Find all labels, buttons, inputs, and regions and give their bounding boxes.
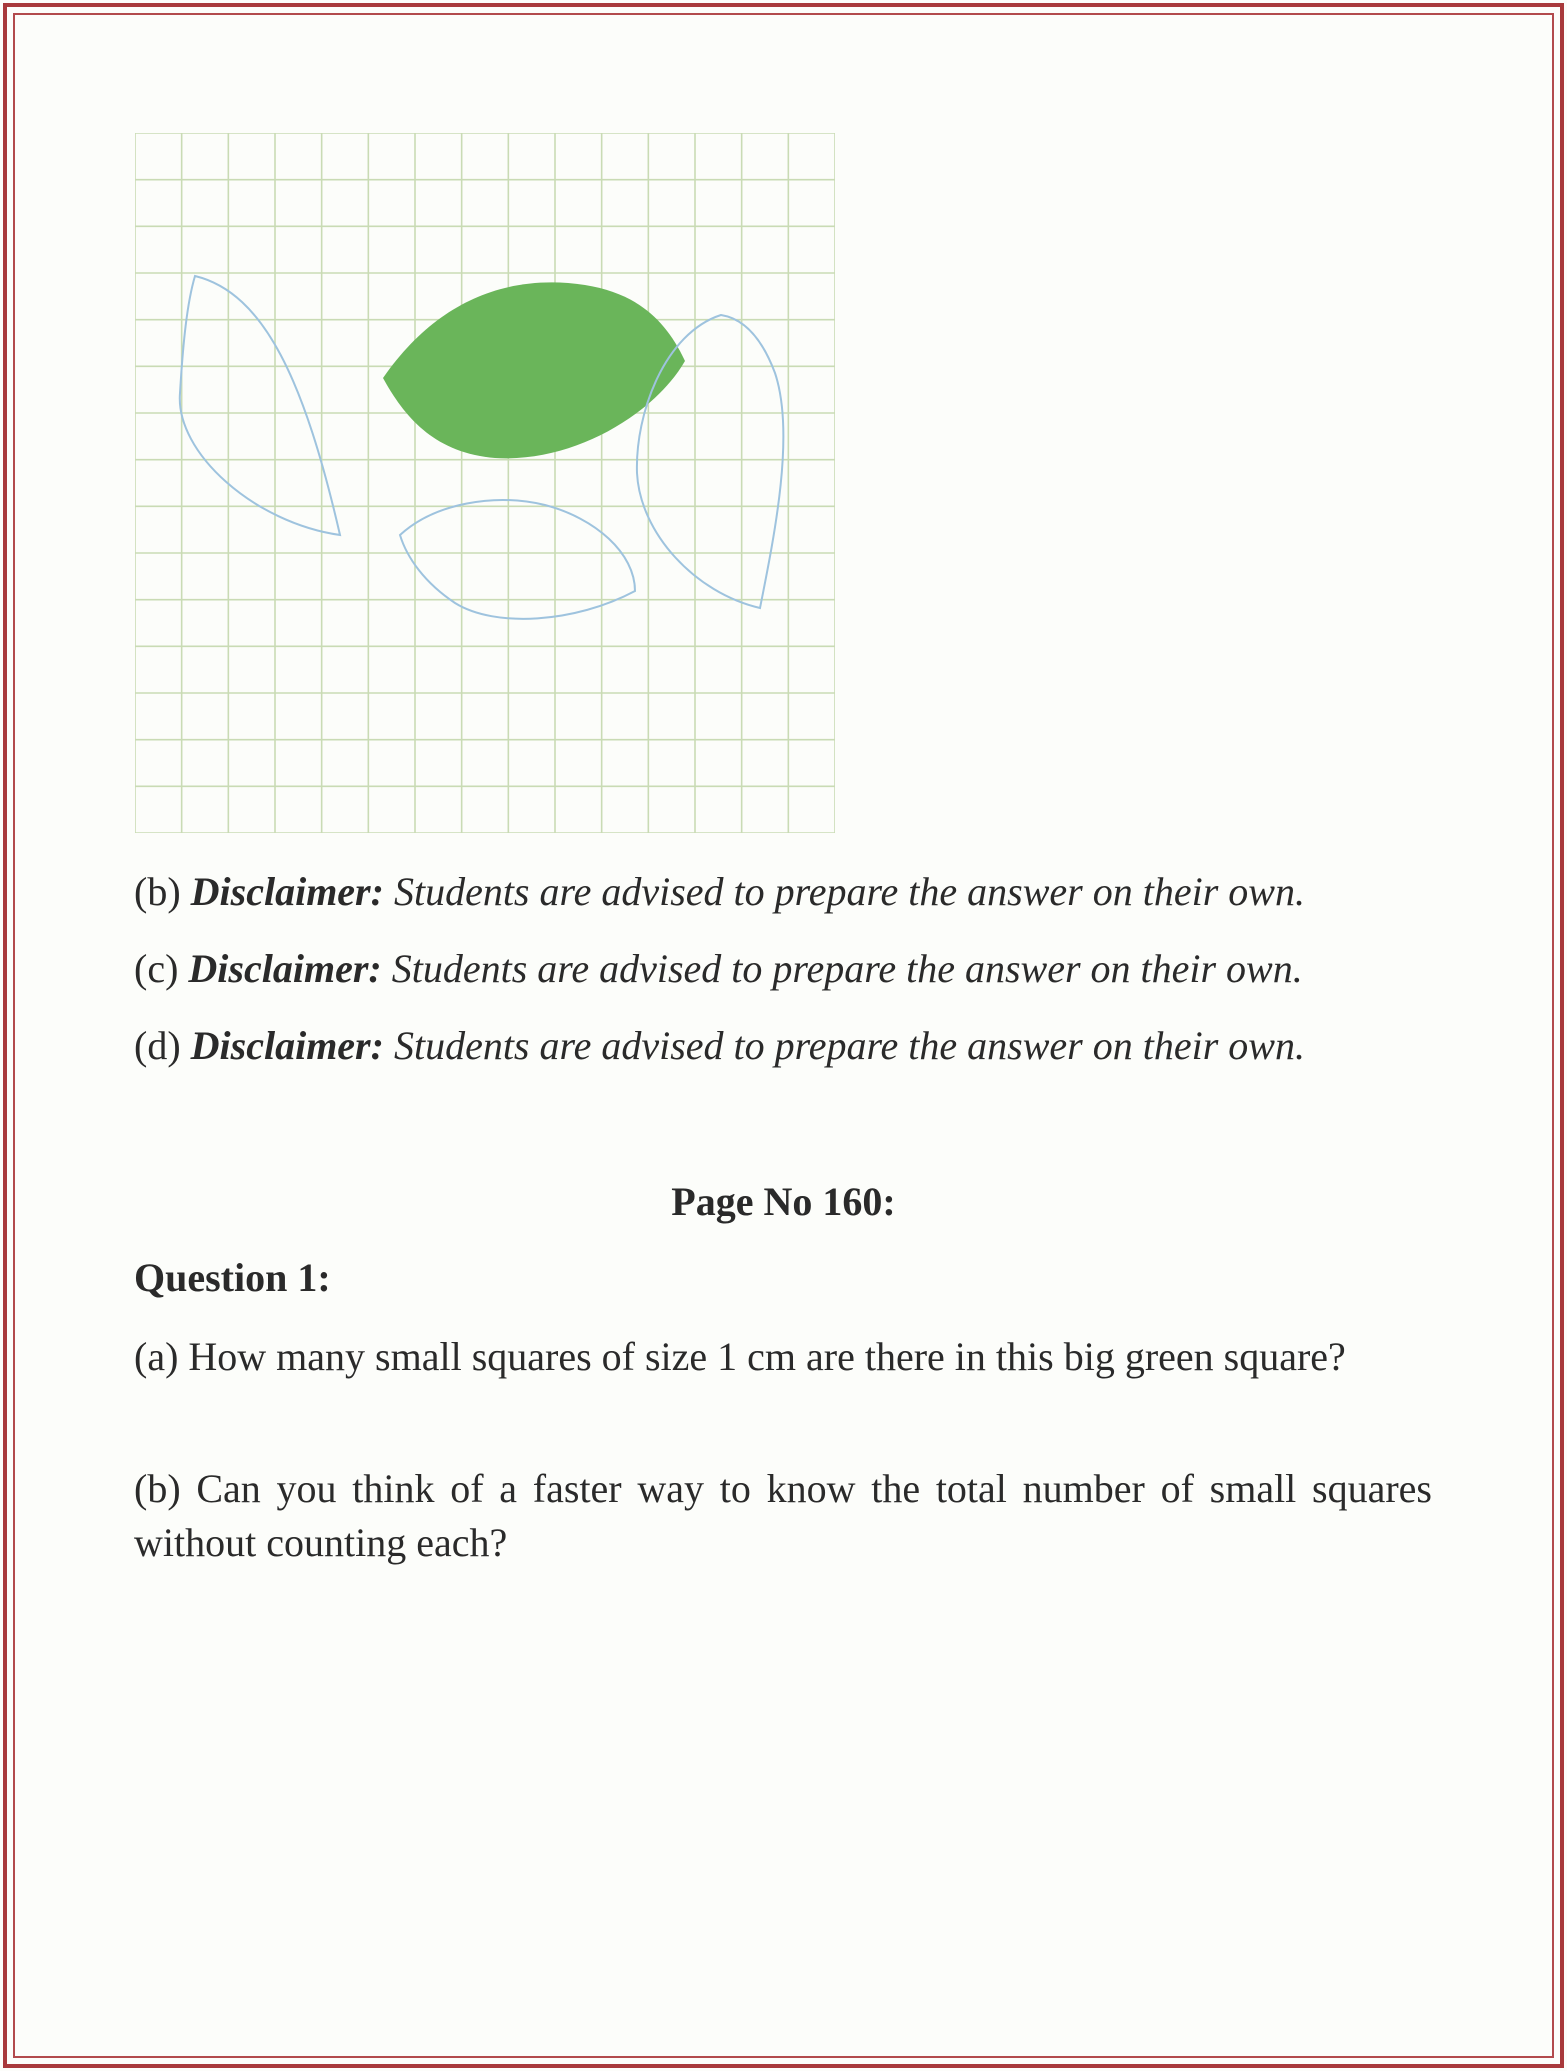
question-part-b: (b) Can you think of a faster way to know the total number of small squares without counting each? [134,1466,1432,1565]
disclaimer-label: Disclaimer: [190,1023,384,1068]
answer-d [134,1022,1432,1069]
leaf-grid-figure [135,133,835,833]
disclaimer-text: Students are advised to prepare the answer on their own. [393,1023,1305,1068]
disclaimer-label: Disclaimer: [190,869,384,914]
answer-b [134,868,1432,915]
answer-c [134,945,1432,992]
disclaimer-label: Disclaimer: [188,946,382,991]
leaf-outline-bottom [400,500,635,619]
question-part-a: (a) How many small squares of size 1 cm are there in this big green square? [134,1334,1346,1379]
page-number-heading: Page No 160: [671,1179,896,1224]
disclaimer-text: Students are advised to prepare the answer on their own. [391,946,1303,991]
answer-prefix: (d) [134,1023,181,1068]
answer-prefix: (b) [134,869,181,914]
answer-prefix: (c) [134,946,179,991]
grid-svg [135,133,835,833]
question-title: Question 1: [134,1255,331,1300]
disclaimer-text: Students are advised to prepare the answer on their own. [393,869,1305,914]
grid-lines [135,133,835,833]
leaf-outline-left [180,276,340,535]
